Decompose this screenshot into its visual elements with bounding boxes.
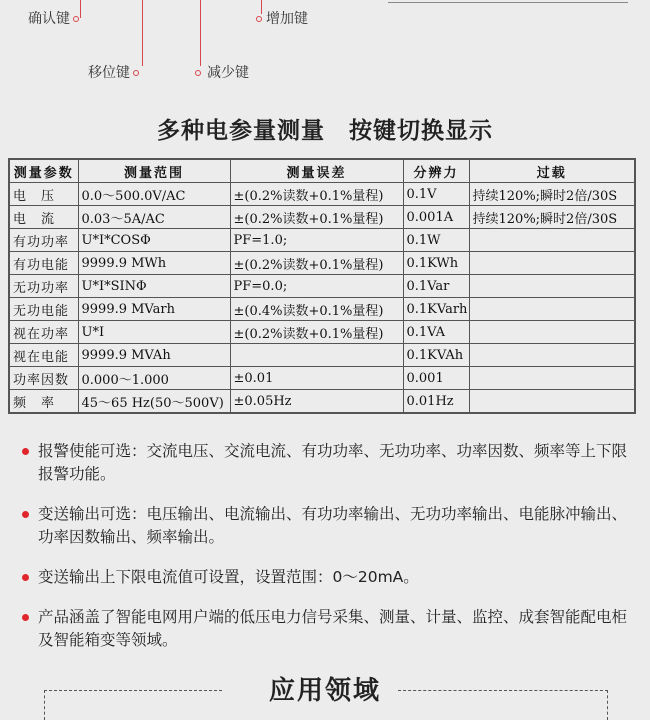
- callout-dot: [256, 16, 262, 22]
- cell-overload: 持续120%;瞬时2倍/30S: [469, 183, 635, 206]
- cell-resolution: 0.001: [403, 367, 469, 390]
- header-error: 测量误差: [230, 159, 403, 183]
- cell-error: ±(0.2%读数+0.1%量程): [230, 252, 403, 275]
- table-header-row: [9, 159, 635, 183]
- table-row: [9, 229, 635, 252]
- spec-table: [8, 158, 636, 414]
- cell-range: 0.000～1.000: [78, 367, 230, 390]
- cell-resolution: 0.1Var: [403, 275, 469, 298]
- dashed-frame-right: [607, 690, 608, 720]
- callout-line: [80, 0, 81, 18]
- cell-error: PF=1.0;: [230, 229, 403, 252]
- cell-param: 视在电能: [9, 344, 78, 367]
- callout-line: [200, 0, 201, 66]
- cell-range: U*I: [78, 321, 230, 344]
- callout-confirm-label: 确认键: [28, 11, 70, 27]
- table-row: [9, 206, 635, 229]
- cell-error: ±0.01: [230, 367, 403, 390]
- list-item-text: 报警使能可选：交流电压、交流电流、有功功率、无功功率、功率因数、频率等上下限报警功能。: [38, 442, 628, 483]
- cell-error: ±(0.2%读数+0.1%量程): [230, 206, 403, 229]
- cell-param: 频 率: [9, 390, 78, 414]
- cell-range: 9999.9 MVAh: [78, 344, 230, 367]
- cell-error: ±0.05Hz: [230, 390, 403, 414]
- cell-overload: 持续120%;瞬时2倍/30S: [469, 206, 635, 229]
- cell-param: 有功功率: [9, 229, 78, 252]
- bullet-dot-icon: [22, 448, 29, 455]
- cell-error: ±(0.2%读数+0.1%量程): [230, 321, 403, 344]
- cell-param: 有功电能: [9, 252, 78, 275]
- cell-resolution: 0.1KVarh: [403, 298, 469, 321]
- list-item: [22, 606, 627, 652]
- header-range: 测量范围: [78, 159, 230, 183]
- bullet-dot-icon: [22, 614, 29, 621]
- callout-shift: [88, 62, 139, 82]
- table-row: [9, 344, 635, 367]
- cell-error: ±(0.2%读数+0.1%量程): [230, 183, 403, 206]
- cell-overload: [469, 298, 635, 321]
- table-row: [9, 252, 635, 275]
- callout-decrease-label: 减少键: [207, 65, 249, 81]
- cell-range: 0.0～500.0V/AC: [78, 183, 230, 206]
- cell-overload: [469, 275, 635, 298]
- list-item-text: 变送输出可选：电压输出、电流输出、有功功率输出、无功功率输出、电能脉冲输出、功率因数输出、频率输出。: [38, 505, 628, 546]
- bullet-dot-icon: [22, 574, 29, 581]
- cell-range: 9999.9 MVarh: [78, 298, 230, 321]
- cell-resolution: 0.1KVAh: [403, 344, 469, 367]
- cell-overload: [469, 344, 635, 367]
- cell-overload: [469, 252, 635, 275]
- cell-overload: [469, 321, 635, 344]
- cell-range: U*I*COSΦ: [78, 229, 230, 252]
- callout-decrease: [195, 62, 249, 82]
- feature-list: [22, 440, 627, 669]
- table-row: [9, 298, 635, 321]
- callout-shift-label: 移位键: [88, 65, 130, 81]
- cell-param: 电 压: [9, 183, 78, 206]
- cell-error: ±(0.4%读数+0.1%量程): [230, 298, 403, 321]
- header-overload: 过载: [469, 159, 635, 183]
- application-title: 应用领域: [268, 676, 381, 706]
- cell-range: 45～65 Hz(50～500V): [78, 390, 230, 414]
- cell-param: 功率因数: [9, 367, 78, 390]
- cell-range: U*I*SINΦ: [78, 275, 230, 298]
- cell-range: 0.03～5A/AC: [78, 206, 230, 229]
- cell-param: 无功功率: [9, 275, 78, 298]
- cell-resolution: 0.1KWh: [403, 252, 469, 275]
- callout-increase: [256, 8, 308, 28]
- cell-param: 电 流: [9, 206, 78, 229]
- list-item: [22, 566, 627, 589]
- header-param: 测量参数: [9, 159, 78, 183]
- list-item-text: 产品涵盖了智能电网用户端的低压电力信号采集、测量、计量、监控、成套智能配电柜及智能箱变等领域。: [38, 608, 628, 649]
- cell-param: 视在功率: [9, 321, 78, 344]
- header-resolution: 分辨力: [403, 159, 469, 183]
- cell-overload: [469, 367, 635, 390]
- cell-error: PF=0.0;: [230, 275, 403, 298]
- cell-error: [230, 344, 403, 367]
- callout-dot: [73, 16, 79, 22]
- list-item-text: 变送输出上下限电流值可设置，设置范围：0～20mA。: [38, 568, 419, 586]
- list-item: [22, 503, 627, 549]
- cell-overload: [469, 229, 635, 252]
- callout-dot: [133, 70, 139, 76]
- cell-resolution: 0.1V: [403, 183, 469, 206]
- section-title: 多种电参量测量 按键切换显示: [157, 118, 493, 144]
- cell-resolution: 0.01Hz: [403, 390, 469, 414]
- cell-resolution: 0.1W: [403, 229, 469, 252]
- callout-confirm: [28, 8, 79, 28]
- callout-increase-label: 增加键: [266, 11, 308, 27]
- table-row: [9, 183, 635, 206]
- top-divider: [388, 2, 628, 3]
- table-row: [9, 275, 635, 298]
- bullet-dot-icon: [22, 511, 29, 518]
- cell-resolution: 0.1VA: [403, 321, 469, 344]
- table-row: [9, 367, 635, 390]
- table-row: [9, 390, 635, 414]
- callout-line: [142, 0, 143, 66]
- cell-param: 无功电能: [9, 298, 78, 321]
- callout-dot: [195, 70, 201, 76]
- cell-range: 9999.9 MWh: [78, 252, 230, 275]
- cell-overload: [469, 390, 635, 414]
- dashed-frame-top-right: [398, 690, 608, 691]
- list-item: [22, 440, 627, 486]
- table-row: [9, 321, 635, 344]
- cell-resolution: 0.001A: [403, 206, 469, 229]
